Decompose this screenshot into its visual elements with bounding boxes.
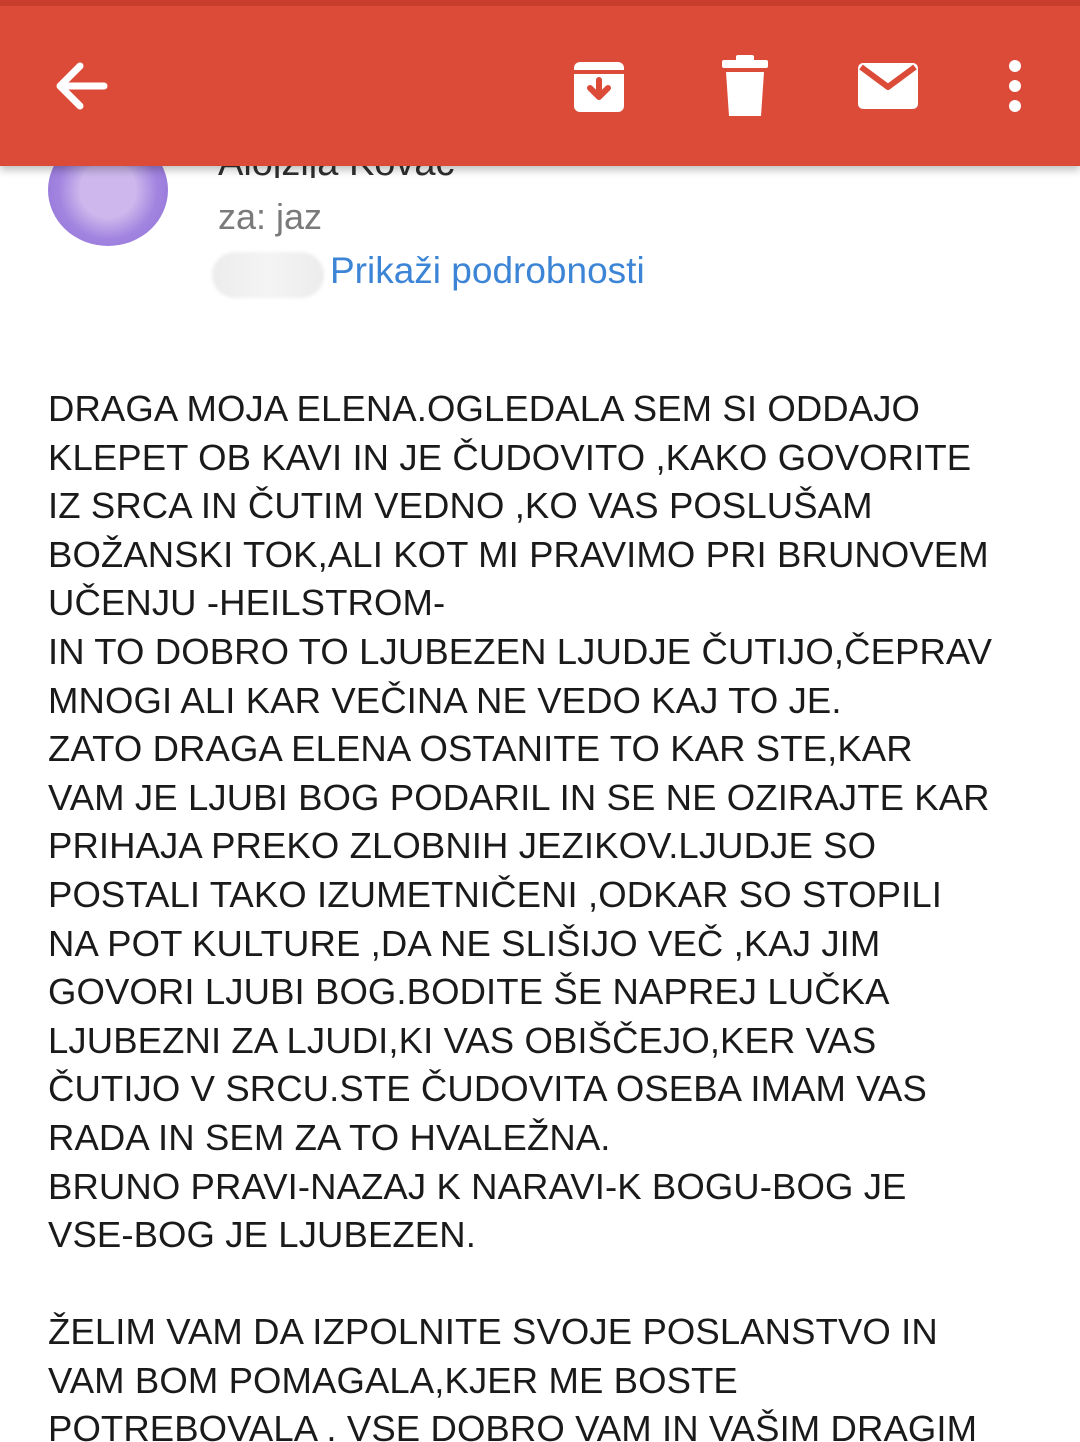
- body-line: MNOGI ALI KAR VEČINA NE VEDO KAJ TO JE.: [48, 679, 842, 721]
- body-line: BRUNO PRAVI-NAZAJ K NARAVI-K BOGU-BOG JE: [48, 1165, 907, 1207]
- body-line: LJUBEZNI ZA LJUDI,KI VAS OBIŠČEJO,KER VAS: [48, 1019, 877, 1061]
- body-line: BOŽANSKI TOK,ALI KOT MI PRAVIMO PRI BRUNOVEM: [48, 533, 989, 575]
- body-line: KLEPET OB KAVI IN JE ČUDOVITO ,KAKO GOVORITE: [48, 436, 972, 478]
- show-details-link[interactable]: Prikaži podrobnosti: [330, 250, 645, 291]
- body-line: VSE-BOG JE LJUBEZEN.: [48, 1214, 476, 1256]
- mail-icon: [856, 61, 920, 111]
- body-line: GOVORI LJUBI BOG.BODITE ŠE NAPREJ LUČKA: [48, 971, 890, 1013]
- more-vertical-icon: [1005, 56, 1025, 116]
- archive-icon: [569, 54, 629, 118]
- redacted-timestamp: [212, 252, 324, 298]
- body-line: ČUTIJO V SRCU.STE ČUDOVITA OSEBA IMAM VAS: [48, 1068, 927, 1110]
- body-line: NA POT KULTURE ,DA NE SLIŠIJO VEČ ,KAJ JIM: [48, 922, 881, 964]
- message-body: [48, 385, 1048, 1442]
- status-strip: [0, 0, 1080, 6]
- archive-button[interactable]: [556, 46, 642, 126]
- delete-button[interactable]: [702, 46, 788, 126]
- body-line: RADA IN SEM ZA TO HVALEŽNA.: [48, 1116, 611, 1158]
- body-line: PRIHAJA PREKO ZLOBNIH JEZIKOV.LJUDJE SO: [48, 825, 877, 867]
- body-line: IN TO DOBRO TO LJUBEZEN LJUDJE ČUTIJO,ČEPRAV: [48, 630, 993, 672]
- recipient-label: za: jaz: [218, 196, 323, 237]
- arrow-left-icon: [52, 58, 112, 114]
- body-line: ZATO DRAGA ELENA OSTANITE TO KAR STE,KAR: [48, 728, 913, 770]
- trash-icon: [720, 54, 770, 118]
- body-line: DRAGA MOJA ELENA.OGLEDALA SEM SI ODDAJO: [48, 388, 921, 429]
- paragraph-gap: [48, 1260, 1048, 1309]
- more-options-button[interactable]: [990, 46, 1040, 126]
- back-button[interactable]: [40, 50, 124, 122]
- body-line: VAM BOM POMAGALA,KJER ME BOSTE: [48, 1359, 738, 1401]
- app-toolbar: [0, 0, 1080, 166]
- body-line: POSTALI TAKO IZUMETNIČENI ,ODKAR SO STOPILI: [48, 873, 942, 915]
- body-line: IZ SRCA IN ČUTIM VEDNO ,KO VAS POSLUŠAM: [48, 485, 873, 527]
- body-line: UČENJU -HEILSTROM-: [48, 582, 446, 624]
- mark-unread-button[interactable]: [846, 48, 930, 124]
- body-line: POTREBOVALA . VSE DOBRO VAM IN VAŠIM DRAGIM: [48, 1408, 978, 1442]
- body-line: VAM JE LJUBI BOG PODARIL IN SE NE OZIRAJTE KAR: [48, 776, 990, 818]
- body-line: ŽELIM VAM DA IZPOLNITE SVOJE POSLANSTVO IN: [48, 1311, 938, 1353]
